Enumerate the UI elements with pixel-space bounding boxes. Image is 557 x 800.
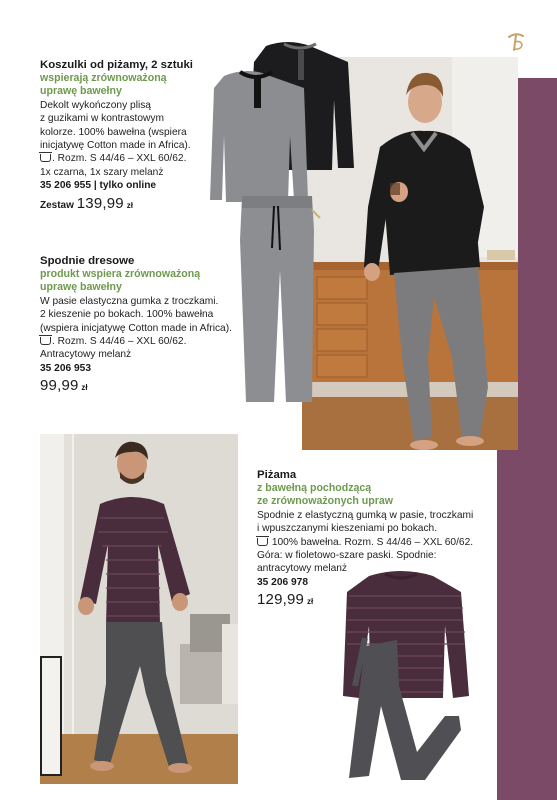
wash-30-icon bbox=[257, 538, 268, 546]
product-description: W pasie elastyczna gumka z troczkami. 2 kieszenie po bokach. 100% bawełna (wspiera inicjatywę Cotton made in Africa). . Rozm. S 44/46 – XXL 60/62. Antracytowy melanż bbox=[40, 295, 232, 361]
product-code: 35 206 978 bbox=[257, 576, 308, 588]
product-price: 129,99 zł bbox=[257, 591, 314, 609]
eco-note: wspierają zrównoważoną uprawę bawełny bbox=[40, 72, 167, 98]
lifestyle-photo-man-striped-pajama bbox=[40, 434, 238, 784]
product-price: Zestaw 139,99 zł bbox=[40, 194, 133, 212]
eco-note: produkt wspiera zrównoważoną uprawę bawełny bbox=[40, 268, 201, 294]
product-shirts-info bbox=[40, 58, 210, 212]
brand-logo-icon bbox=[505, 31, 527, 53]
decorative-picture-frame bbox=[40, 656, 62, 776]
product-title: Piżama bbox=[257, 469, 297, 481]
product-title: Koszulki od piżamy, 2 sztuki bbox=[40, 59, 193, 71]
product-title: Spodnie dresowe bbox=[40, 255, 135, 267]
product-description: Dekolt wykończony plisą z guzikami w kontrastowym kolorze. 100% bawełna (wspiera inicjatywę Cotton made in Africa). . Rozm. S 44/46 – XXL 60/62. 1x czarna, 1x szary melanż bbox=[40, 99, 191, 178]
wash-30-icon bbox=[40, 154, 51, 162]
wash-30-icon bbox=[40, 337, 51, 345]
product-code: 35 206 955 | tylko online bbox=[40, 180, 157, 192]
product-pants-info bbox=[40, 254, 245, 395]
product-pajama-info bbox=[257, 468, 497, 609]
product-code: 35 206 953 bbox=[40, 362, 91, 374]
product-price: 99,99 zł bbox=[40, 377, 88, 395]
product-description: Spodnie z elastyczną gumką w pasie, troczkami i wpuszczanymi kieszeniami po bokach. 100% bawełna. Rozm. S 44/46 – XXL 60/62. Góra: w fioletowo-szare paski. Spodnie: antracytowy melanż bbox=[257, 509, 474, 575]
eco-note: z bawełną pochodzącą ze zrównoważonych upraw bbox=[257, 482, 393, 508]
